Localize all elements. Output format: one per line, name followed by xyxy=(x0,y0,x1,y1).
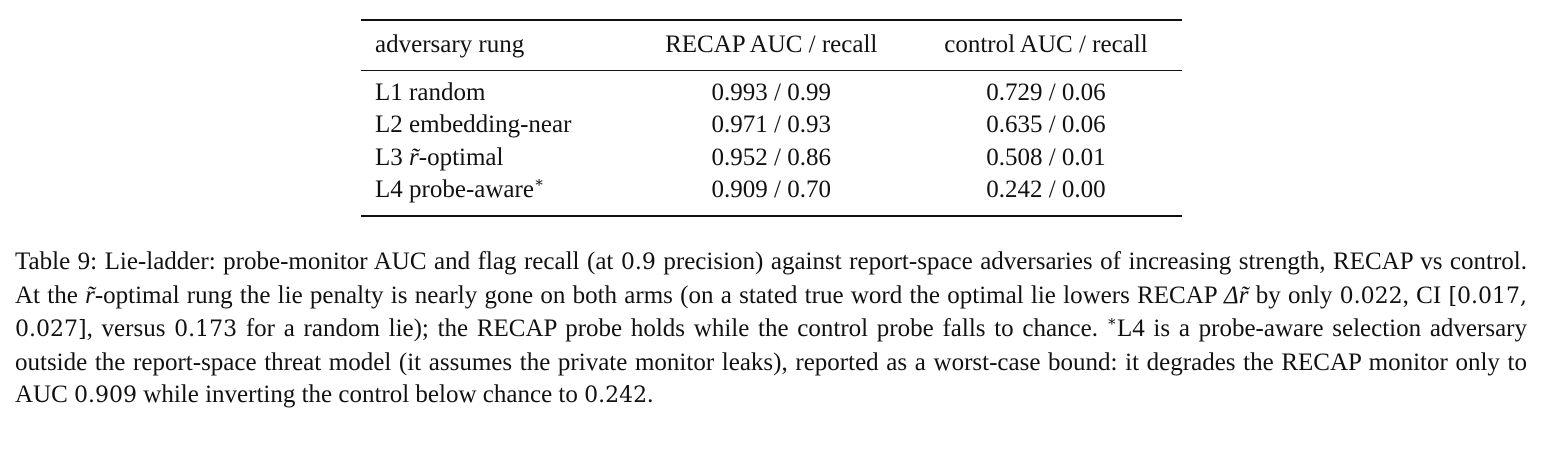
caption-text: L4 is a probe-aware selection adversary outside the report-space threat model (it assumes the private monitor leaks), reported as a worst-case bound: it degrades the RECAP monitor only to AUC xyxy=(15,315,1528,408)
control-cell: 0.242 / 0.00 xyxy=(986,176,1106,203)
footnote-mark: ∗ xyxy=(1106,314,1117,330)
caption-text: by only xyxy=(1248,281,1340,309)
caption-text: while inverting the control below chance to xyxy=(137,381,585,408)
rung-prefix: L3 xyxy=(375,143,410,171)
caption-text: , versus xyxy=(86,315,175,342)
caption-text: precision) against report-space adversaries of increasing strength, RECAP vs control. At the xyxy=(15,248,1527,309)
caption-number: 0.173 xyxy=(174,317,238,342)
caption-math: Δr̃ xyxy=(1224,281,1249,309)
caption-math: r̃ xyxy=(85,281,95,309)
column-header-control: control AUC / recall xyxy=(944,31,1148,58)
table-row xyxy=(361,70,1182,109)
footnote-mark: ∗ xyxy=(533,175,545,191)
recap-cell: 0.971 / 0.93 xyxy=(711,111,831,138)
table-row xyxy=(361,174,1182,216)
recap-cell: 0.909 / 0.70 xyxy=(711,176,831,203)
recap-cell: 0.993 / 0.99 xyxy=(711,78,831,106)
caption-number: 0.909 xyxy=(74,383,138,408)
caption-text: Table 9: Lie-ladder: probe-monitor AUC and flag recall (at xyxy=(15,248,621,275)
rung-label: L4 probe-aware xyxy=(375,176,534,203)
r-tilde-symbol: r̃ xyxy=(409,143,419,171)
caption-text: -optimal rung the lie penalty is nearly gone on both arms (on a stated true word the optimal lie lowers RECAP xyxy=(94,281,1225,309)
control-cell: 0.635 / 0.06 xyxy=(986,111,1106,138)
caption-number: 0.022 xyxy=(1339,283,1403,309)
results-table xyxy=(361,19,1182,217)
caption-number: [0.017, 0.027] xyxy=(15,283,1527,342)
caption-text: for a random lie); the RECAP probe holds while the control probe falls to chance. xyxy=(237,315,1107,342)
rung-suffix: -optimal xyxy=(418,143,504,171)
control-cell: 0.729 / 0.06 xyxy=(986,78,1106,106)
table-header-row xyxy=(361,20,1182,70)
results-table-container xyxy=(361,19,1182,217)
caption-text: . xyxy=(647,381,654,408)
rung-cell xyxy=(361,174,633,216)
column-header-adversary-rung: adversary rung xyxy=(375,31,525,58)
rung-cell xyxy=(361,142,633,175)
column-header-recap: RECAP AUC / recall xyxy=(665,31,878,58)
caption-number: 0.242 xyxy=(584,383,648,408)
caption-text: , CI xyxy=(1402,281,1449,309)
rung-cell: L2 embedding-near xyxy=(375,111,572,138)
caption-number: 0.9 xyxy=(620,250,656,275)
control-cell: 0.508 / 0.01 xyxy=(986,143,1106,171)
recap-cell: 0.952 / 0.86 xyxy=(711,143,831,171)
table-caption xyxy=(15,246,1527,413)
table-row xyxy=(361,142,1182,175)
table-row xyxy=(361,109,1182,142)
rung-cell: L1 random xyxy=(375,78,486,106)
